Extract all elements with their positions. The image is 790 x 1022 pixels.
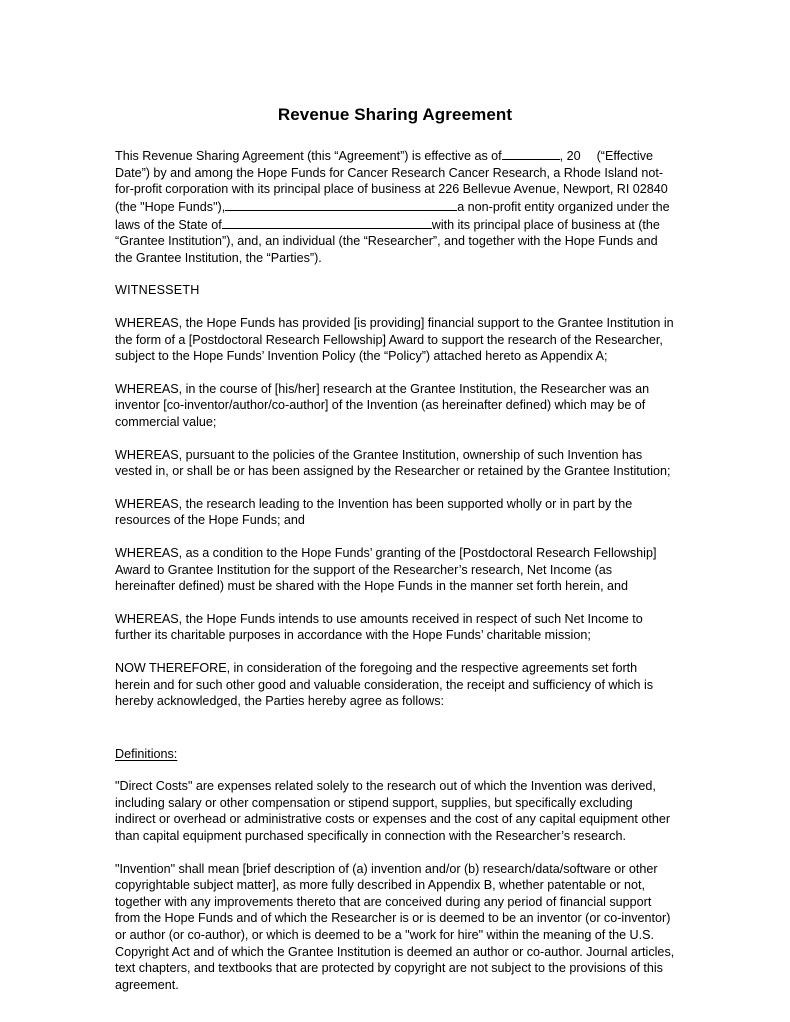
recital-paragraph-6: WHEREAS, the Hope Funds intends to use amounts received in respect of such Net Income to further its charitable purposes in accordance with the Hope Funds’ charitable mission; bbox=[115, 611, 643, 643]
recital-paragraph-1: WHEREAS, the Hope Funds has provided [is providing] financial support to the Grantee Institution in the form of a [Postdoctoral Research Fellowship] Award to support the research of the Researcher, subject to the Hope Funds’ Invention Policy (the “Policy”) attached hereto as Appendix A; bbox=[115, 316, 674, 364]
effective-date-blank[interactable] bbox=[502, 147, 560, 160]
definition-direct-costs: "Direct Costs" are expenses related solely to the research out of which the Invention was derived, including salary or other compensation or stipend support, supplies, but specifically excluding indirect or overhead or administrative costs or expenses and the cost of any capital equipment other than capital equipment purchased specifically in connection with the Researcher’s research. bbox=[115, 779, 671, 844]
grantee-institution-blank[interactable] bbox=[225, 198, 457, 211]
definition-invention: "Invention" shall mean [brief description of (a) invention and/or (b) research/data/software or other copyrightable subject matter], as more fully described in Appendix B, whether patentable or not, together with any improvements thereto that are conceived during any period of financial support from the Hope Funds and of which the Researcher is or is deemed to be an inventor (or co-inventor) or author (or co-author), or which is deemed to be a "work for hire" within the meaning of the U.S. Copyright Act and of which the Grantee Institution is deemed an author or co-author. Journal articles, text chapters, and textbooks that are protected by copyright are not subject to the provisions of this agreement. bbox=[115, 861, 675, 992]
intro-paragraph bbox=[115, 147, 675, 266]
definitions-spacer bbox=[115, 726, 675, 746]
page-title: Revenue Sharing Agreement bbox=[277, 105, 513, 124]
intro-text-part-1: This Revenue Sharing Agreement (this “Agreement”) is effective as of bbox=[115, 149, 502, 164]
recital-paragraph-4: WHEREAS, the research leading to the Invention has been supported wholly or in part by the resources of the Hope Funds; and bbox=[115, 496, 633, 528]
intro-text-part-3: (“Effective Date”) by and among the Hope Funds for Cancer Research Cancer Research, a Rhode Island not-for-profit corporation with its principal place of business at 226 Bellevue Avenue, Newport, RI 02840 (the "Hope Funds"), bbox=[115, 149, 668, 215]
definitions-heading bbox=[115, 746, 675, 763]
recital-paragraph-2: WHEREAS, in the course of [his/her] research at the Grantee Institution, the Researcher was an inventor [co-inventor/author/co-author] of the Invention (as hereinafter defined) which may be of commercial value; bbox=[115, 381, 650, 429]
witnesseth-heading: WITNESSETH bbox=[115, 283, 200, 298]
intro-text-part-2: , 20 bbox=[559, 149, 581, 164]
intro-text-part-5: with its principal place of business at (the “Grantee Institution”), and, an individual (the “Researcher”, and together with the Hope Funds and the Grantee Institution, the “Parties”). bbox=[115, 217, 660, 265]
recital-paragraph-5: WHEREAS, as a condition to the Hope Funds’ granting of the [Postdoctoral Research Fellowship] Award to Grantee Institution for the support of the Researcher’s research, Net Income (as hereinafter defined) must be shared with the Hope Funds in the manner set forth herein, and bbox=[115, 545, 657, 594]
recital-paragraph-3: WHEREAS, pursuant to the policies of the Grantee Institution, ownership of such Invention has vested in, or shall be or has been assigned by the Researcher or retained by the Grantee Institution; bbox=[115, 447, 671, 479]
document-content bbox=[115, 104, 675, 1009]
now-therefore-paragraph: NOW THEREFORE, in consideration of the foregoing and the respective agreements set forth herein and for such other good and valuable consideration, the receipt and sufficiency of which is hereby acknowledged, the Parties hereby agree as follows: bbox=[115, 660, 654, 709]
state-blank[interactable] bbox=[222, 216, 432, 229]
definitions-heading-text: Definitions: bbox=[115, 746, 178, 761]
intro-text-part-4: a non-profit entity organized under the laws of the State of bbox=[115, 200, 670, 232]
